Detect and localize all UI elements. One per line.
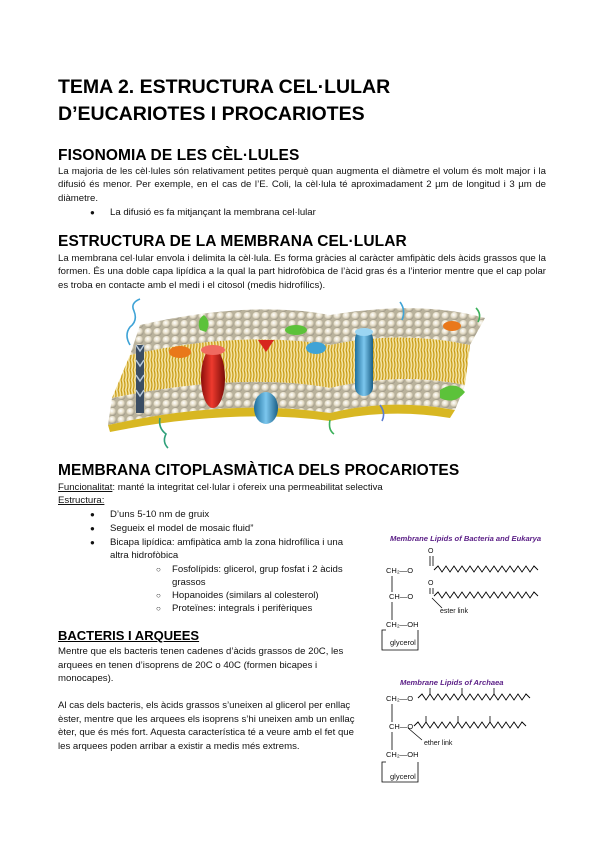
bacteria-chain-diagram (378, 532, 548, 652)
sub-list-item-text: Fosfolípids: glicerol, grup fosfat i 2 àcids (172, 564, 343, 575)
list-item (90, 522, 254, 535)
figure-archaea-glycerol: glycerol (390, 772, 416, 781)
sub-list-item (156, 602, 313, 615)
bullet-dot-icon: ● (90, 524, 95, 533)
figure-bacteria-o-bottom: O (428, 580, 434, 587)
figure-archaea-lipids (378, 676, 548, 786)
paragraph-fisonomia: La majoria de les cèl·lules són relativament petites perquè quan augmenta el diàmetre el volum és molt major i la difusió és menor. Per exemple, en el cas de l’E. Coli, la cèl·lula té aproximadament 2 µm de longitud i 3 µm de diàmetre. (58, 166, 546, 204)
sub-list-item-continuation: grassos (172, 577, 206, 588)
bullet-dot-icon: ● (90, 538, 95, 547)
list-item-text: La difusió es fa mitjançant la membrana cel·lular (110, 207, 316, 218)
heading-bacteris-arquees: BACTERIS I ARQUEES (58, 628, 200, 643)
figure-archaea-link: ether link (424, 740, 453, 747)
sub-list-item (156, 563, 343, 576)
bullet-circle-icon: ○ (156, 591, 161, 600)
figure-bacteria-cho: CH—O (389, 592, 414, 601)
bullet-circle-icon: ○ (156, 604, 161, 613)
bullet-dot-icon: ● (90, 208, 95, 217)
funcionalitat-label: Funcionalitat (58, 482, 113, 493)
sub-list-item (156, 589, 319, 602)
list-item-continuation: altra hidrofòbica (110, 550, 179, 561)
list-item (90, 536, 344, 549)
paragraph-bacteris-1: Mentre que els bacteris tenen cadenes d’àcids grassos de 20C, les arquees en tenen d’isoprens de 20C o 40C (formen bicapes i monocapes). (58, 646, 344, 685)
bullet-dot-icon: ● (90, 510, 95, 519)
list-item-text: Segueix el model de mosaic fluid” (110, 523, 254, 534)
estructura-label: Estructura: (58, 495, 105, 506)
figure-bacteria-lipids (378, 532, 548, 652)
page-title: TEMA 2. ESTRUCTURA CEL·LULAR D’EUCARIOTES I PROCARIOTES (58, 76, 391, 125)
archaea-chain-diagram (378, 676, 548, 786)
paragraph-membrana: La membrana cel·lular envola i delimita la cèl·lula. Es forma gràcies al caràcter amfipàtic dels àcids grassos que la formen. És una doble capa lipídica a la qual la part hidrofòbica de l’àcid gras és a l’interior mentre que el cap polar es troba en contacte amb el medi i el citosol (medis hidrofílics). (58, 253, 546, 291)
heading-procariotes: MEMBRANA CITOPLASMÀTICA DELS PROCARIOTES (58, 462, 460, 479)
sub-list-item-text: Proteïnes: integrals i perifèriques (172, 603, 313, 614)
heading-fisonomia: FISONOMIA DE LES CÈL·LULES (58, 147, 300, 164)
figure-archaea-cho: CH—O (389, 722, 414, 731)
figure-bacteria-title: Membrane Lipids of Bacteria and Eukarya (390, 534, 542, 543)
paragraph-bacteris-2: Al cas dels bacteris, els àcids grassos s’uneixen al glicerol per enllaç èster, mentre que les arquees els isoprens s’hi uneixen amb un enllaç èter, que és més fort. Aquesta característica té a veure amb el fet que les arquees poden arribar a existir a medis més extrems. (58, 700, 355, 752)
sub-list-item-text: Hopanoides (similars al colesterol) (172, 590, 319, 601)
list-item-text: D’uns 5-10 nm de gruix (110, 509, 210, 520)
list-item-text: Bicapa lipídica: amfipàtica amb la zona hidrofílica i una (110, 537, 344, 548)
funcionalitat-line (58, 481, 383, 494)
figure-bacteria-ch2o: CH₂—O (386, 566, 414, 575)
figure-bacteria-ch2oh: CH₂—OH (386, 620, 419, 629)
figure-bacteria-glycerol: glycerol (390, 638, 416, 647)
bullet-circle-icon: ○ (156, 565, 161, 574)
figure-bacteria-link: ester link (440, 608, 469, 615)
figure-archaea-ch2o: CH₂—O (386, 694, 414, 703)
figure-bacteria-o-top: O (428, 548, 434, 555)
heading-membrana: ESTRUCTURA DE LA MEMBRANA CEL·LULAR (58, 233, 407, 250)
list-item (90, 508, 210, 521)
figure-archaea-ch2oh: CH₂—OH (386, 750, 419, 759)
figure-archaea-title: Membrane Lipids of Archaea (400, 678, 504, 687)
funcionalitat-text: : manté la integritat cel·lular i ofereix una permeabilitat selectiva (112, 482, 383, 493)
